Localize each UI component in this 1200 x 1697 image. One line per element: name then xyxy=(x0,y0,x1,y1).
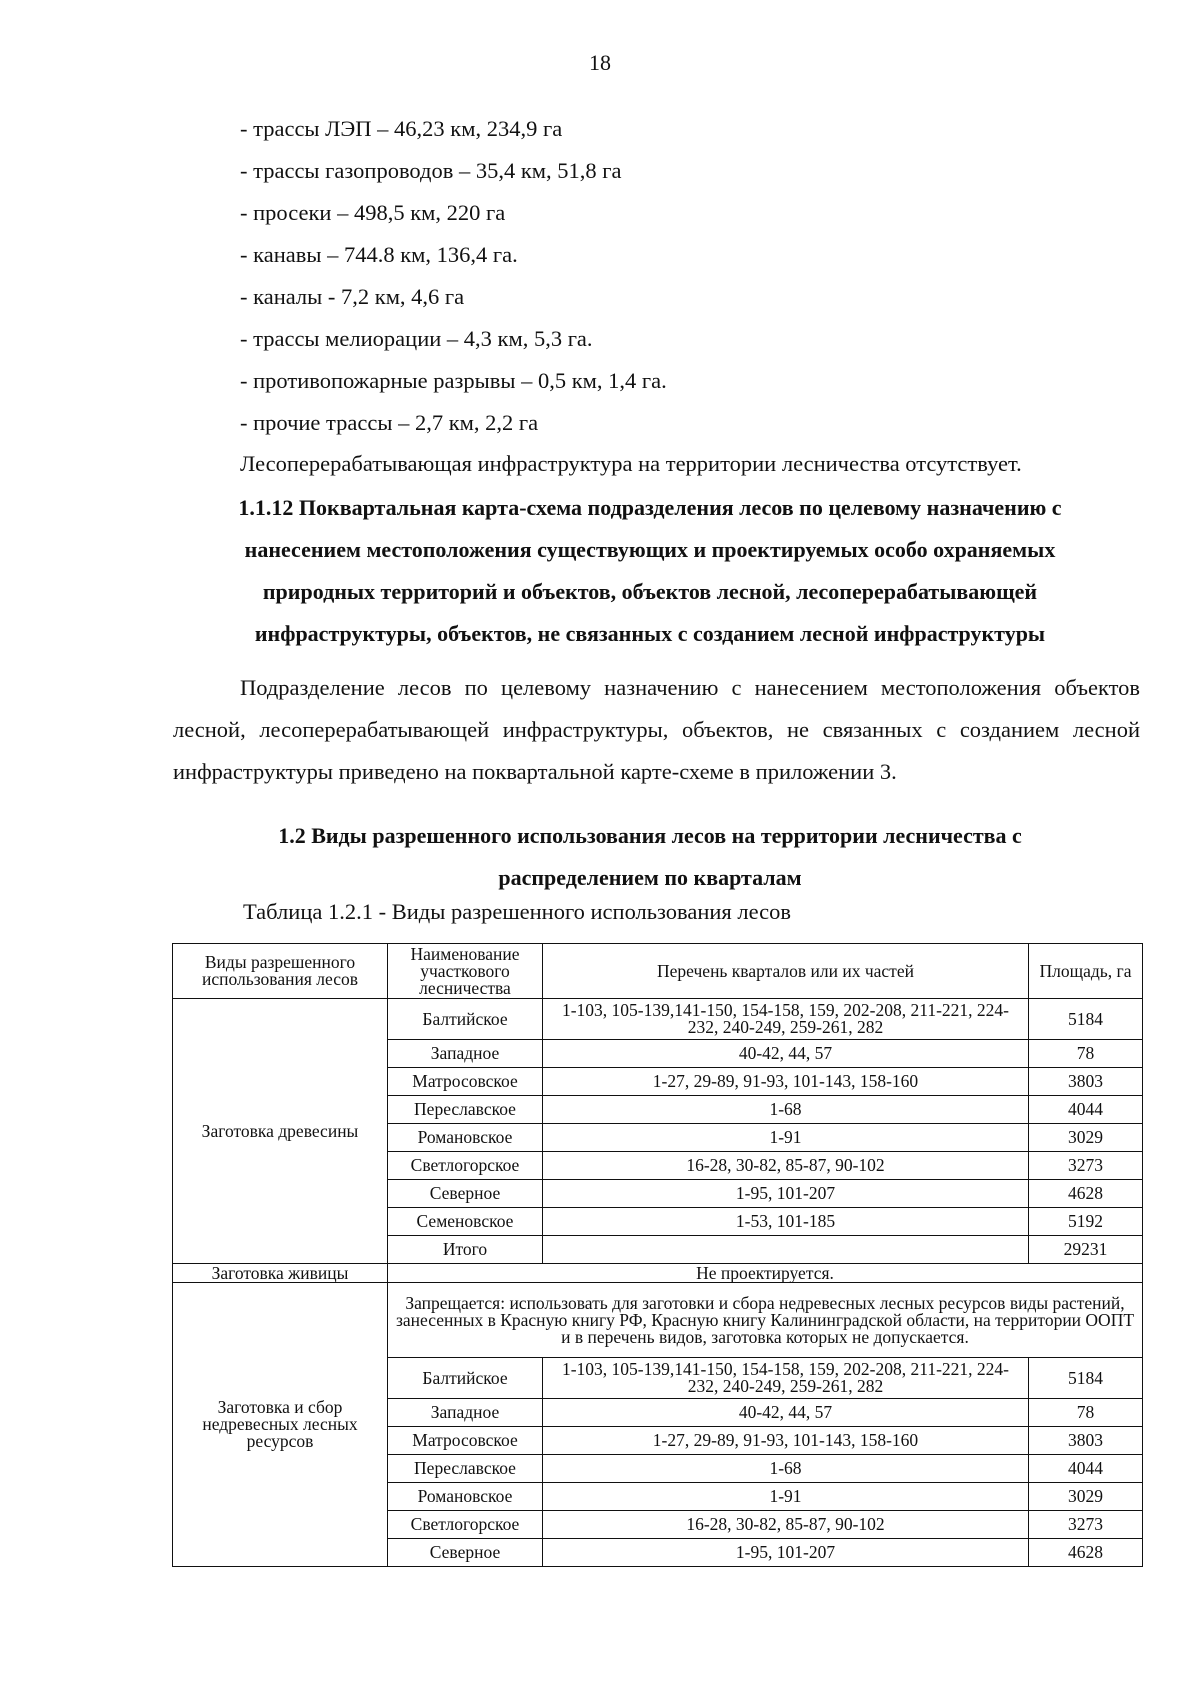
quarters-cell: 1-27, 29-89, 91-93, 101-143, 158-160 xyxy=(543,1068,1029,1096)
area-cell: 4628 xyxy=(1029,1539,1143,1567)
prohibition-notice-cell: Запрещается: использовать для заготовки и сбора недревесных лесных ресурсов виды растений, занесенных в Красную книгу РФ, Красную книгу Калининградской области, на территории ООПТ и в перечень видов, заготовка которых не допускается. xyxy=(388,1283,1143,1358)
area-cell: 29231 xyxy=(1029,1236,1143,1264)
column-header: Виды разрешенного использования лесов xyxy=(173,944,388,999)
area-cell: 78 xyxy=(1029,1040,1143,1068)
heading-line: 1.2 Виды разрешенного использования лесов на территории лесничества с xyxy=(278,823,1022,848)
bullet-list xyxy=(240,108,1120,444)
quarters-cell: 1-95, 101-207 xyxy=(543,1180,1029,1208)
forestry-cell: Итого xyxy=(388,1236,543,1264)
area-cell: 3803 xyxy=(1029,1068,1143,1096)
list-item: - просеки – 498,5 км, 220 га xyxy=(240,200,506,225)
heading-line: природных территорий и объектов, объектов лесной, лесоперерабатывающей xyxy=(262,579,1038,604)
table-row xyxy=(173,1264,1143,1283)
use-type-cell: Заготовка и сбор недревесных лесных ресурсов xyxy=(173,1283,388,1567)
area-cell: 3273 xyxy=(1029,1152,1143,1180)
quarters-cell: 40-42, 44, 57 xyxy=(543,1040,1029,1068)
forestry-cell: Переславское xyxy=(388,1455,543,1483)
forestry-cell: Романовское xyxy=(388,1124,543,1152)
table-row xyxy=(173,999,1143,1040)
section-heading-1-2 xyxy=(170,815,1130,899)
area-cell: 5192 xyxy=(1029,1208,1143,1236)
use-type-cell: Заготовка живицы xyxy=(173,1264,388,1283)
list-item: - канавы – 744.8 км, 136,4 га. xyxy=(240,242,518,267)
body-paragraph: Подразделение лесов по целевому назначению с нанесением местоположения объектов лесной, лесоперерабатывающей инфраструктуры, объектов, не связанных с созданием лесной инфраструктуры приведено на поквартальной карте-схеме в приложении 3. xyxy=(173,675,1140,784)
area-cell: 3029 xyxy=(1029,1483,1143,1511)
forestry-cell: Светлогорское xyxy=(388,1152,543,1180)
list-item: - прочие трассы – 2,7 км, 2,2 га xyxy=(240,410,539,435)
forestry-cell: Западное xyxy=(388,1040,543,1068)
forestry-cell: Западное xyxy=(388,1399,543,1427)
table-caption: Таблица 1.2.1 - Виды разрешенного использования лесов xyxy=(243,899,792,924)
quarters-cell: 1-103, 105-139,141-150, 154-158, 159, 202-208, 211-221, 224-232, 240-249, 259-261, 282 xyxy=(543,1358,1029,1399)
column-header: Перечень кварталов или их частей xyxy=(543,944,1029,999)
forestry-cell: Северное xyxy=(388,1539,543,1567)
column-header: Наименование участкового лесничества xyxy=(388,944,543,999)
quarters-cell: 1-95, 101-207 xyxy=(543,1539,1029,1567)
area-cell: 4044 xyxy=(1029,1096,1143,1124)
area-cell: 5184 xyxy=(1029,999,1143,1040)
quarters-cell: 40-42, 44, 57 xyxy=(543,1399,1029,1427)
quarters-cell: 1-27, 29-89, 91-93, 101-143, 158-160 xyxy=(543,1427,1029,1455)
quarters-cell: 1-68 xyxy=(543,1455,1029,1483)
list-item: - трассы мелиорации – 4,3 км, 5,3 га. xyxy=(240,326,593,351)
list-item: - противопожарные разрывы – 0,5 км, 1,4 га. xyxy=(240,368,667,393)
forestry-cell: Балтийское xyxy=(388,1358,543,1399)
area-cell: 3273 xyxy=(1029,1511,1143,1539)
table-row xyxy=(173,1283,1143,1358)
forestry-cell: Северное xyxy=(388,1180,543,1208)
table-header-row xyxy=(173,944,1143,999)
column-header: Площадь, га xyxy=(1029,944,1143,999)
area-cell: 5184 xyxy=(1029,1358,1143,1399)
area-cell: 4628 xyxy=(1029,1180,1143,1208)
heading-line: нанесением местоположения существующих и проектируемых особо охраняемых xyxy=(244,537,1056,562)
forestry-cell: Семеновское xyxy=(388,1208,543,1236)
area-cell: 78 xyxy=(1029,1399,1143,1427)
forestry-cell: Светлогорское xyxy=(388,1511,543,1539)
quarters-cell xyxy=(543,1236,1029,1264)
section-heading-1-1-12 xyxy=(170,487,1130,655)
forestry-cell: Романовское xyxy=(388,1483,543,1511)
forestry-cell: Матросовское xyxy=(388,1068,543,1096)
quarters-cell: 16-28, 30-82, 85-87, 90-102 xyxy=(543,1152,1029,1180)
area-cell: 3803 xyxy=(1029,1427,1143,1455)
list-item: - каналы - 7,2 км, 4,6 га xyxy=(240,284,465,309)
page-number: 18 xyxy=(589,50,611,75)
heading-line: инфраструктуры, объектов, не связанных с созданием лесной инфраструктуры xyxy=(254,621,1046,646)
forestry-cell: Балтийское xyxy=(388,999,543,1040)
forest-use-table xyxy=(172,943,1143,1567)
infrastructure-note: Лесоперерабатывающая инфраструктура на территории лесничества отсутствует. xyxy=(240,451,1022,476)
quarters-cell: 1-53, 101-185 xyxy=(543,1208,1029,1236)
area-cell: 3029 xyxy=(1029,1124,1143,1152)
area-cell: 4044 xyxy=(1029,1455,1143,1483)
forestry-cell: Переславское xyxy=(388,1096,543,1124)
quarters-cell: 1-68 xyxy=(543,1096,1029,1124)
heading-line: распределением по кварталам xyxy=(498,865,802,890)
quarters-cell: 16-28, 30-82, 85-87, 90-102 xyxy=(543,1511,1029,1539)
quarters-cell: 1-91 xyxy=(543,1483,1029,1511)
forestry-cell: Матросовское xyxy=(388,1427,543,1455)
list-item: - трассы газопроводов – 35,4 км, 51,8 га xyxy=(240,158,622,183)
list-item: - трассы ЛЭП – 46,23 км, 234,9 га xyxy=(240,116,563,141)
not-planned-cell: Не проектируется. xyxy=(388,1264,1143,1283)
quarters-cell: 1-91 xyxy=(543,1124,1029,1152)
heading-line: 1.1.12 Поквартальная карта-схема подразделения лесов по целевому назначению с xyxy=(238,495,1062,520)
quarters-cell: 1-103, 105-139,141-150, 154-158, 159, 202-208, 211-221, 224-232, 240-249, 259-261, 282 xyxy=(543,999,1029,1040)
use-type-cell: Заготовка древесины xyxy=(173,999,388,1264)
